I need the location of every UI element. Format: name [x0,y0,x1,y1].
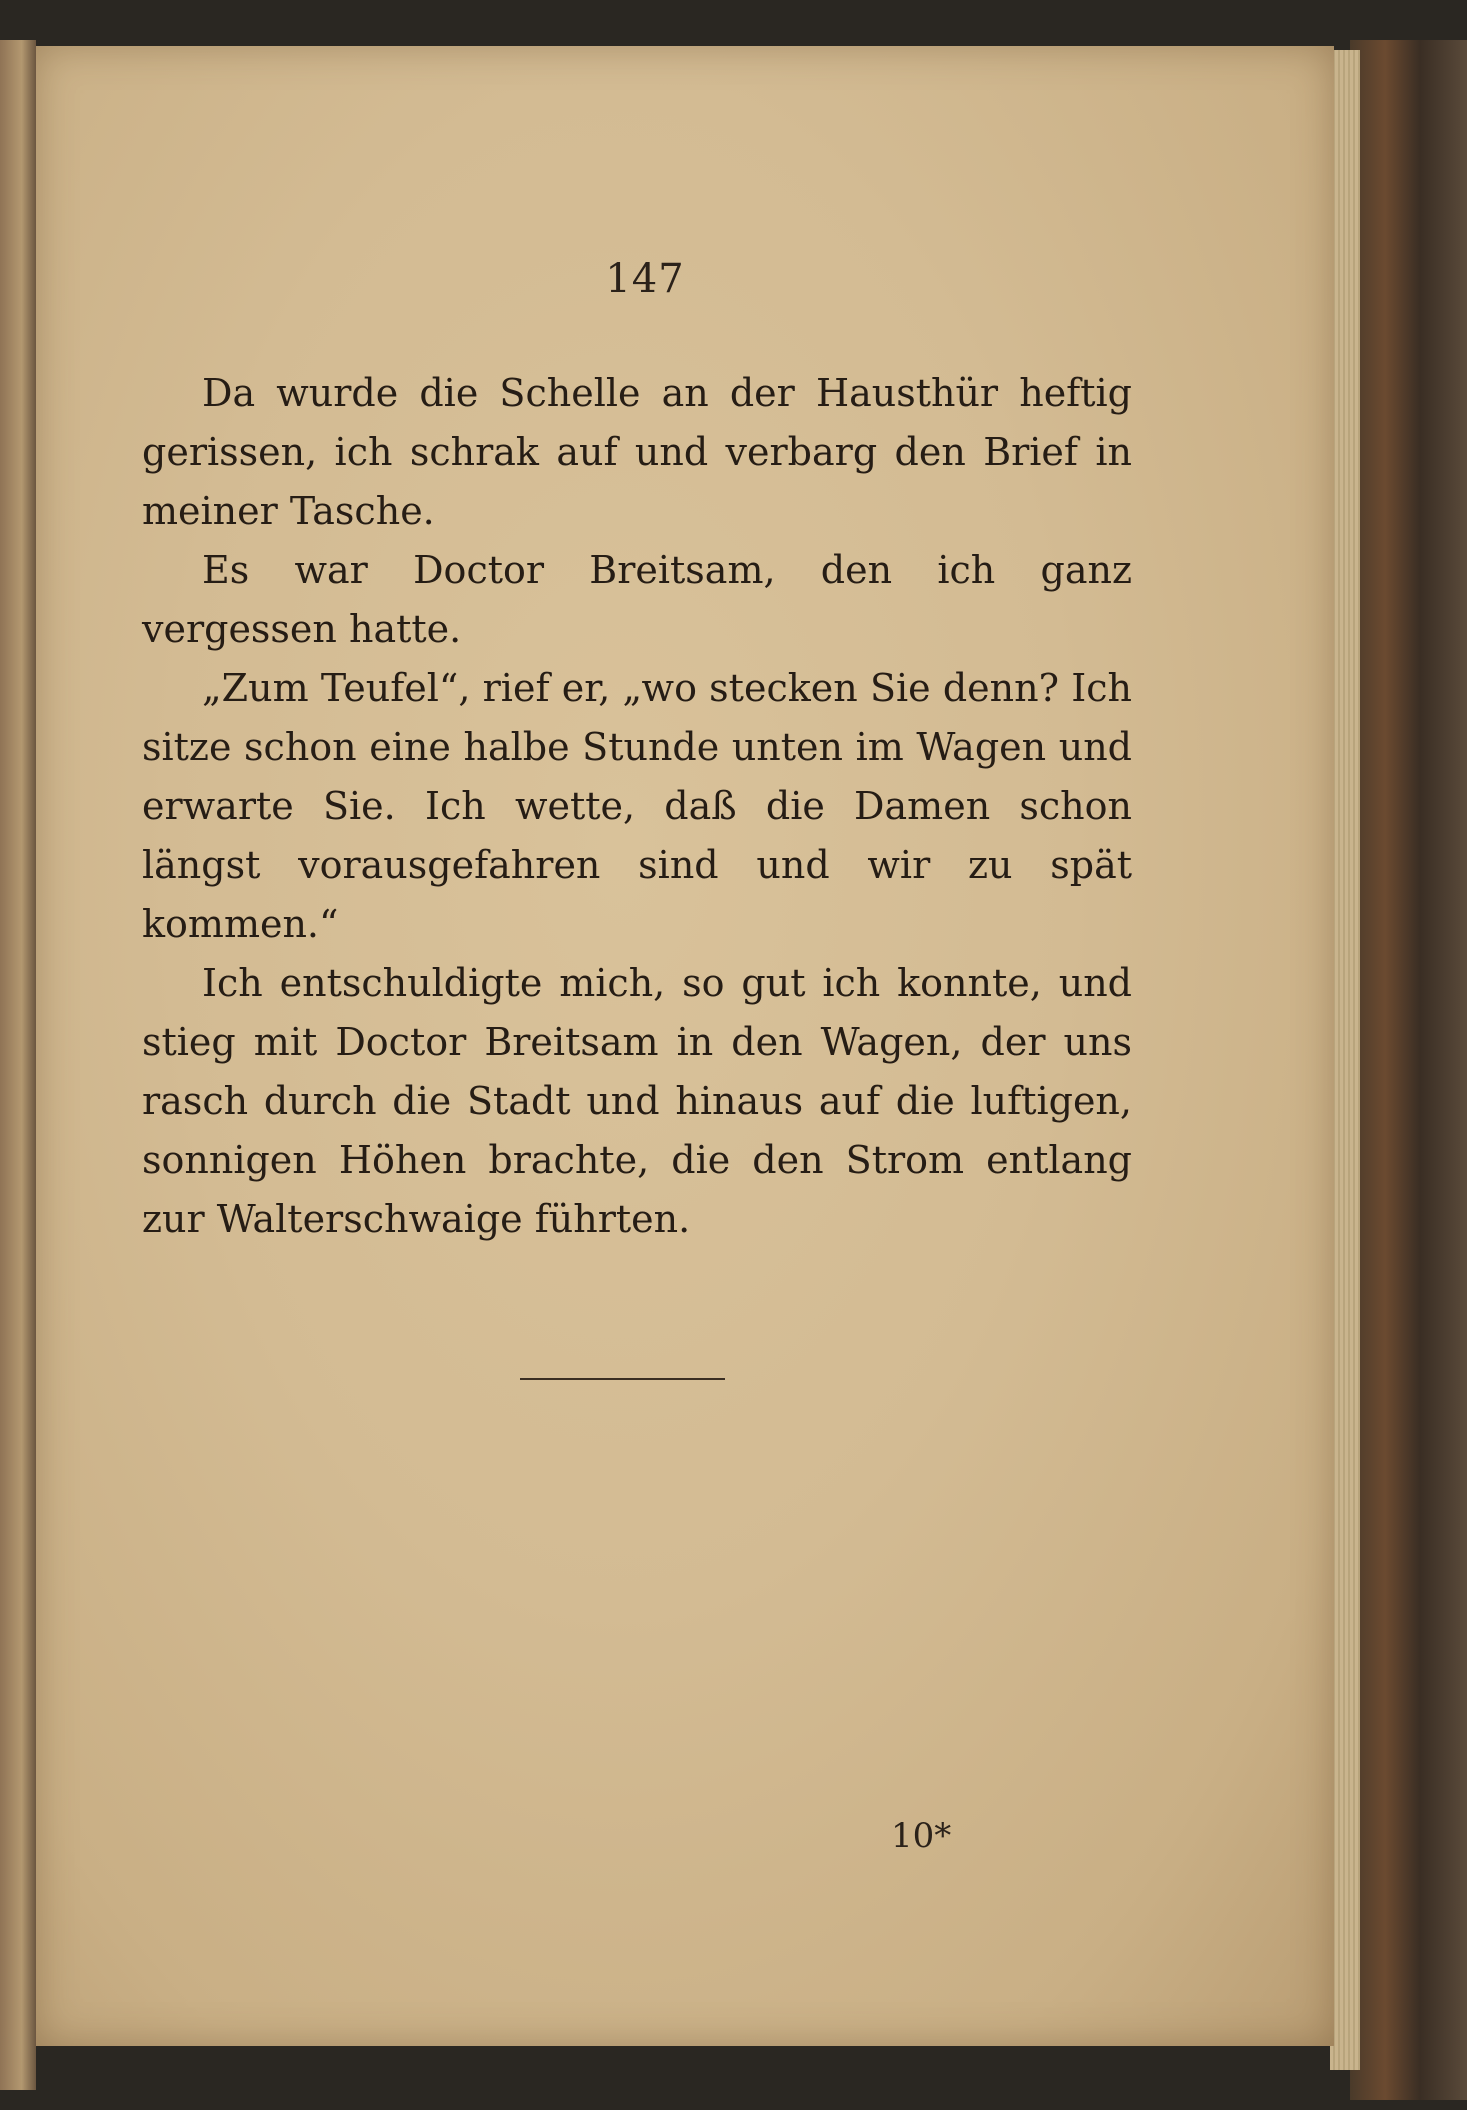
paragraph-1: Da wurde die Schelle an der Hausthür heftig gerissen, ich schrak auf und verbarg den Brief in meiner Tasche. [142,371,1132,533]
paragraph-2: Es war Doctor Breitsam, den ich ganz vergessen hatte. [142,548,1132,651]
sheet-signature: 10* [891,1816,952,1856]
left-page-edge [0,40,36,2090]
section-end-rule [520,1378,725,1380]
page-stack-edge [1330,50,1360,2070]
book-cover-edge [1350,40,1467,2100]
paragraph-4: Ich entschuldigte mich, so gut ich konnte, und stieg mit Doctor Breitsam in den Wagen, der uns rasch durch die Stadt und hinaus auf die luftigen, sonnigen Höhen brachte, die den Strom entlang zur Walterschwaige führten. [142,961,1132,1241]
page-number: 147 [605,256,685,302]
book-page [36,46,1334,2046]
paragraph-3: „Zum Teufel“, rief er, „wo stecken Sie denn? Ich sitze schon eine halbe Stunde unten im Wagen und erwarte Sie. Ich wette, daß die Damen schon längst vorausgefahren sind und wir zu spät kommen.“ [142,666,1132,946]
page-body [142,364,1132,1249]
